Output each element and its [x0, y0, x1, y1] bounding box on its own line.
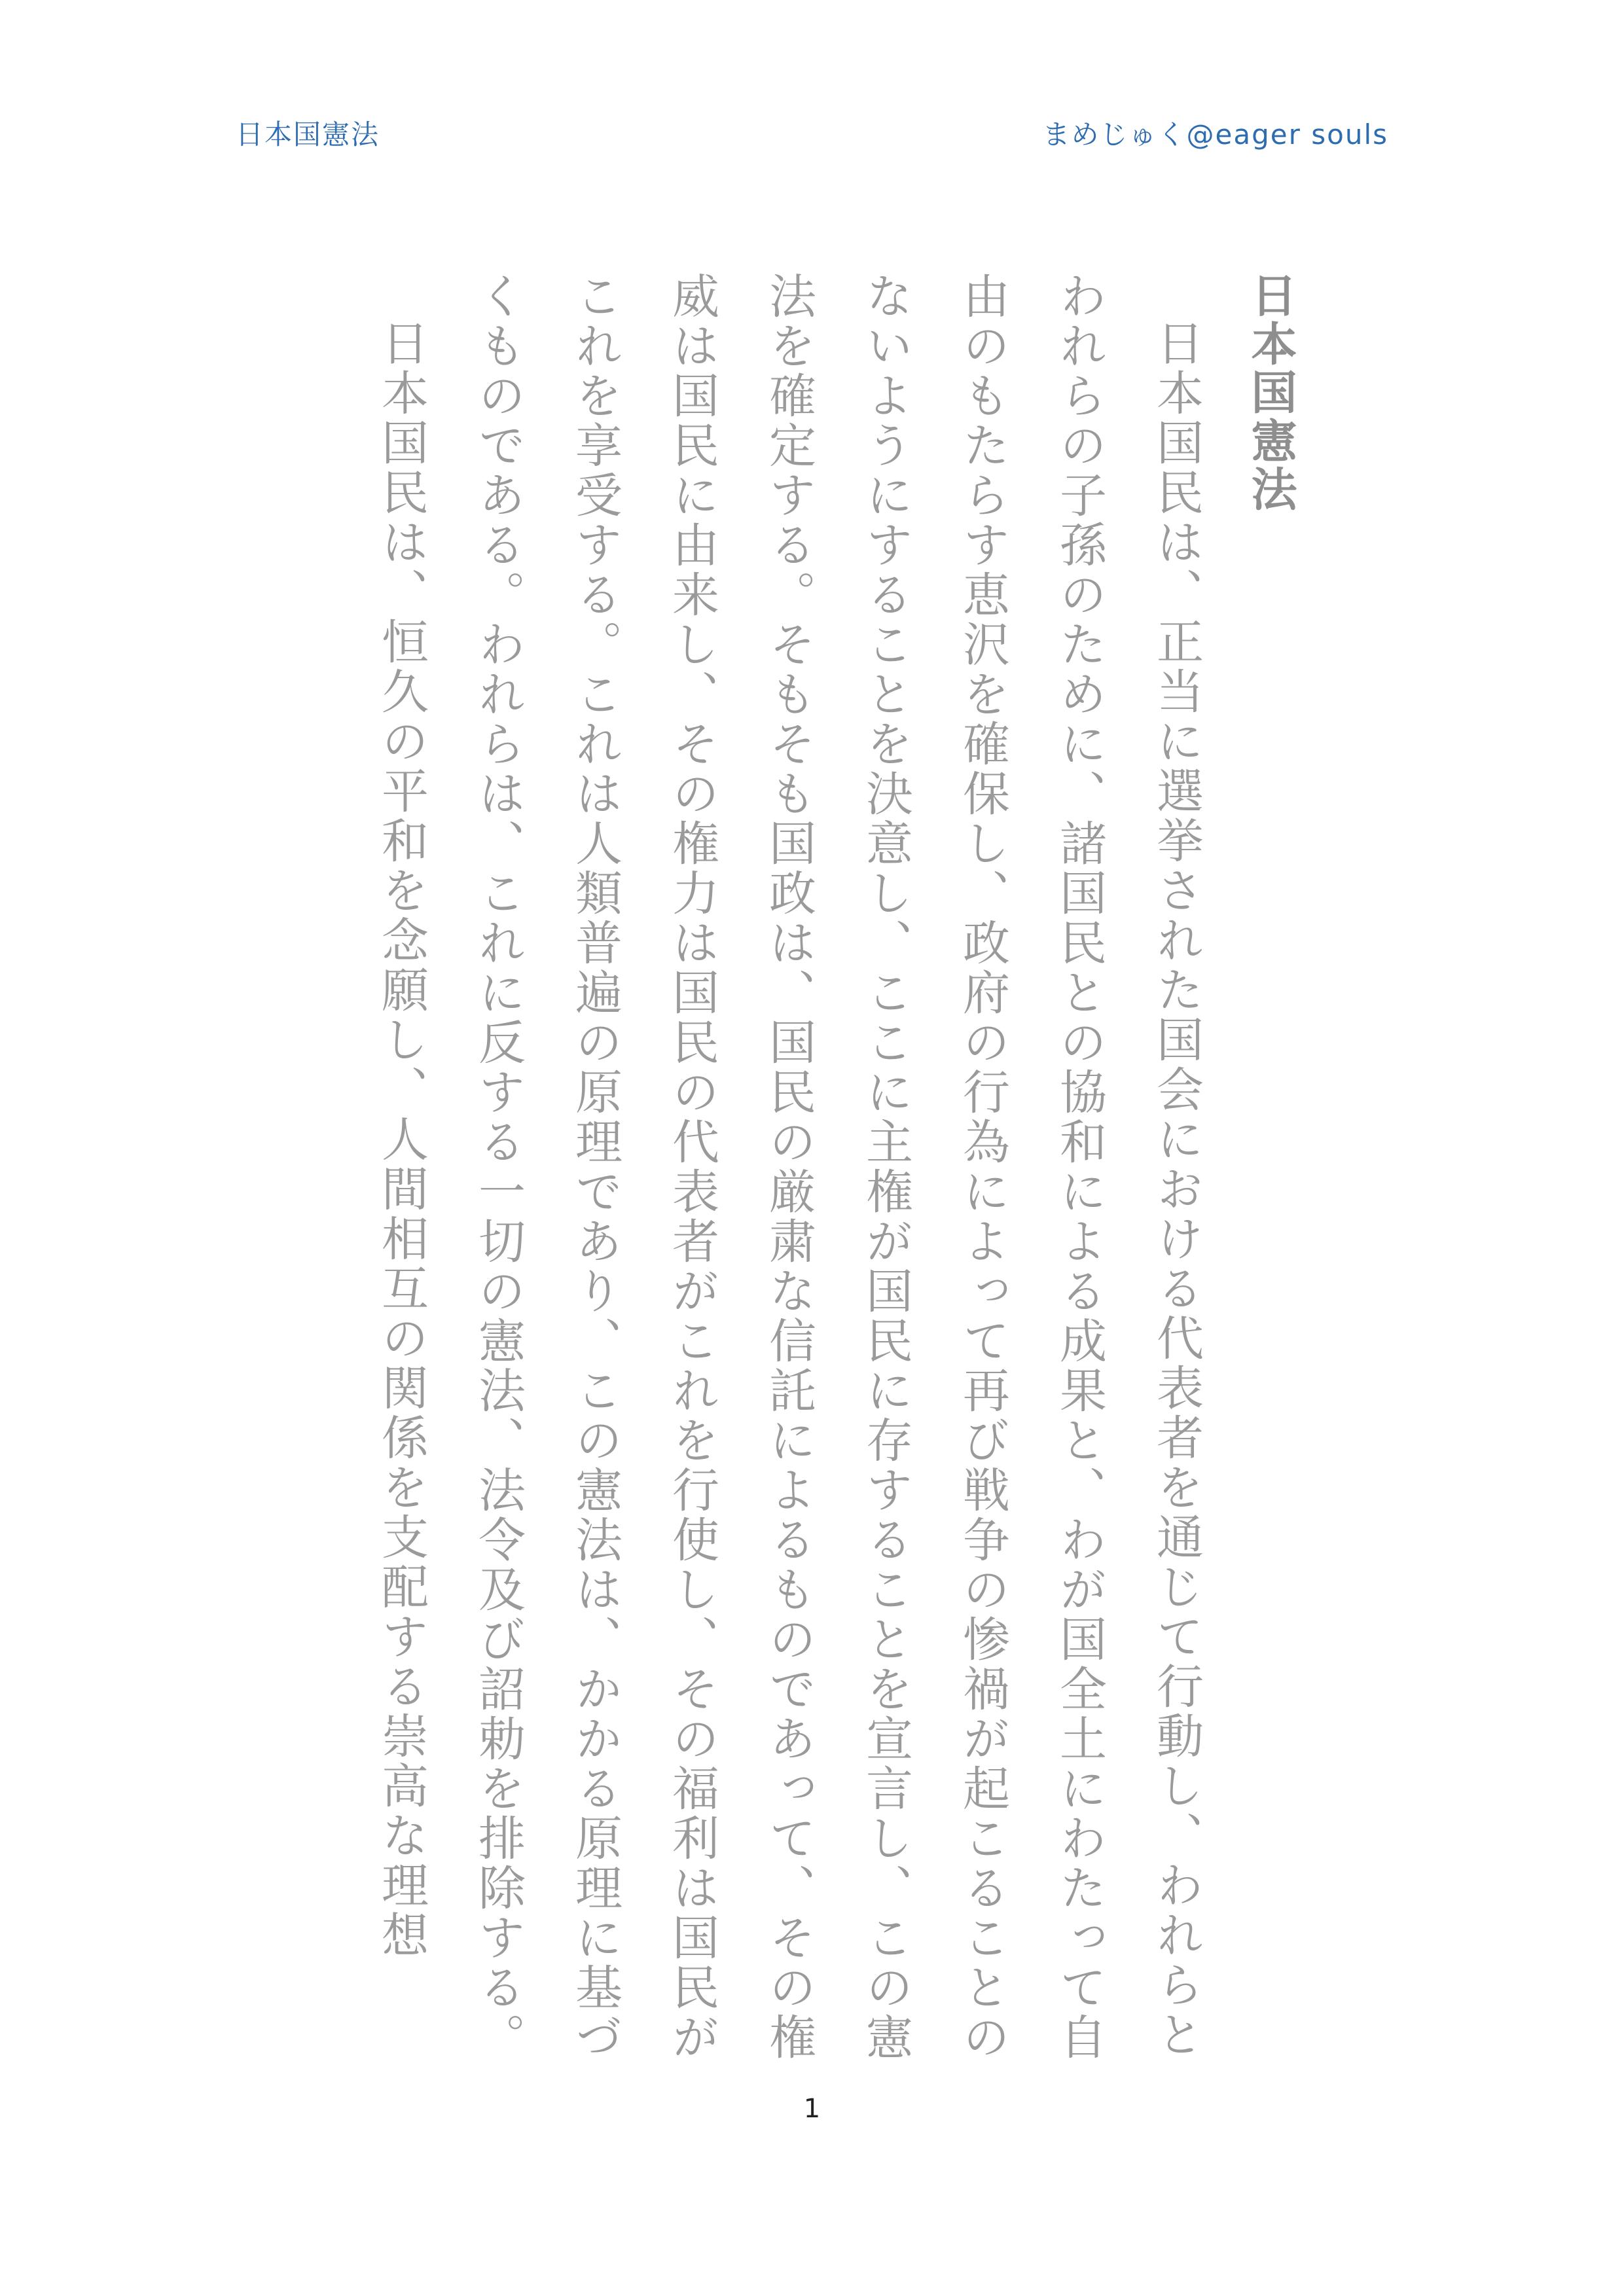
paragraph-1: 日本国民は、正当に選挙された国会における代表者を通じて行動し、われらとわれらの子孫のために、諸国民との協和による成果と、わが国全土にわたって自由のもたらす恵沢を確保し、政府の行為によって再び戦争の惨禍が起こることのないようにすることを決意し、ここに主権が国民に存することを宣言し、この憲法を確定する。そもそも国政は、国民の厳粛な信託によるものであって、その権威は国民に由来し、その権力は国民の代表者がこれを行使し、その福利は国民がこれを享受する。これは人類普遍の原理であり、この憲法は、かかる原理に基づくものである。われらは、これに反する一切の憲法、法令及び詔勅を排除する。	[471, 272, 1204, 2062]
paragraph-2: 日本国民は、恒久の平和を念願し、人間相互の関係を支配する崇高な理想	[374, 319, 429, 1960]
vertical-text-body	[204, 272, 1316, 2098]
page-number: 1	[803, 2094, 821, 2124]
running-header-right: まめじゅく@eager souls	[1042, 118, 1388, 151]
running-header-left: 日本国憲法	[236, 118, 380, 151]
section-title: 日本国憲法	[1244, 272, 1297, 514]
